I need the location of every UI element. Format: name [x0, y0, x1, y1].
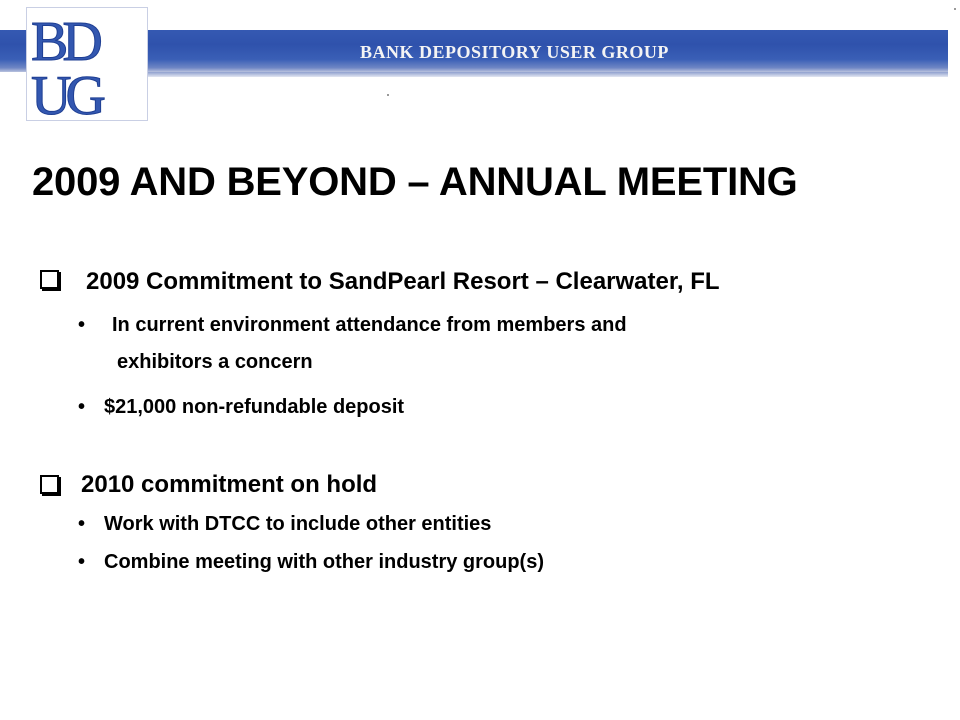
checkbox-bullet-icon [40, 475, 59, 494]
bullet-icon: • [78, 314, 86, 336]
section-heading-2009: 2009 Commitment to SandPearl Resort – Clearwater, FL [86, 268, 720, 295]
bullet-text-continued: exhibitors a concern [117, 351, 313, 373]
bullet-text: Work with DTCC to include other entities [104, 513, 492, 535]
svg-text:BD: BD [31, 11, 97, 73]
bullet-text: $21,000 non-refundable deposit [104, 396, 405, 418]
slide-title: 2009 AND BEYOND – ANNUAL MEETING [32, 160, 798, 204]
svg-text:UG: UG [31, 65, 100, 120]
scan-artifact [954, 8, 956, 10]
scan-artifact [387, 94, 389, 96]
header-bar-shadow [148, 72, 948, 77]
bullet-text: In current environment attendance from members and [112, 314, 627, 336]
bdug-logo [26, 7, 148, 121]
checkbox-bullet-icon [40, 270, 59, 289]
bullet-text: Combine meeting with other industry group(s) [104, 551, 544, 573]
bullet-icon: • [78, 551, 86, 573]
organization-name: BANK DEPOSITORY USER GROUP [360, 42, 669, 62]
bdug-logo-mark [27, 8, 147, 120]
bullet-icon: • [78, 396, 86, 418]
section-heading-2010: 2010 commitment on hold [81, 471, 378, 498]
bullet-icon: • [78, 513, 86, 535]
